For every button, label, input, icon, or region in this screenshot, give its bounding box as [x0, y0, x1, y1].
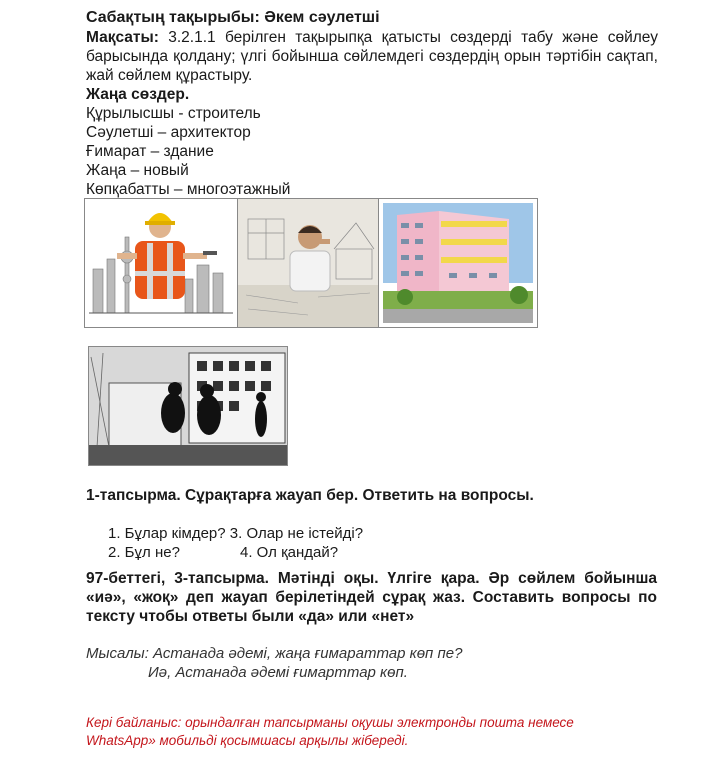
example-question: Мысалы: Астанада әдемі, жаңа ғимараттар көп пе? — [86, 645, 463, 662]
task1-title: 1-тапсырма. Сұрақтарға жауап бер. Ответить на вопросы. — [86, 487, 534, 504]
vocab-item: Құрылысшы - строитель — [86, 105, 261, 122]
feedback-line: WhatsApp» мобильді қосымшасы арқылы жібереді. — [86, 733, 409, 748]
construction-scene-image — [88, 346, 288, 466]
task2-text: 97-беттегі, 3-тапсырма. Мәтінді оқы. Үлгіге қара. Әр сөйлем бойынша «иә», «жоқ» деп жауап берілетіндей сұрақ жаз. Составить вопросы по тексту чтобы ответы были «да» или «нет» — [86, 570, 657, 625]
vocab-item: Көпқабатты – многоэтажный — [86, 181, 291, 198]
example-answer: Иә, Астанада әдемі ғимарттар көп. — [148, 664, 408, 681]
task1-question-row: 1. Бұлар кімдер? 3. Олар не істейді? — [108, 525, 364, 542]
vocab-item: Жаңа – новый — [86, 162, 189, 179]
vocab-item: Сәулетші – архитектор — [86, 124, 251, 141]
vocab-item: Ғимарат – здание — [86, 143, 214, 160]
architect-image — [237, 198, 379, 328]
building-image — [378, 198, 538, 328]
task1-question-row: 2. Бұл не? 4. Ол қандай? — [108, 544, 339, 561]
vocab-heading: Жаңа сөздер. — [86, 86, 190, 103]
lesson-goal: Мақсаты: 3.2.1.1 берілген тақырыпқа қатысты сөздерді табу және сөйлеу барысында қолдану; үлгі бойынша сөйлемдегі сөздердің орын тәртібін сақтап, жай сөйлем құрастыру. — [86, 29, 658, 84]
document — [86, 8, 658, 199]
builder-image — [84, 198, 238, 328]
lesson-topic: Сабақтың тақырыбы: Әкем сәулетші — [86, 9, 380, 26]
feedback-line: Кері байланыс: орындалған тапсырманы оқушы электронды пошта немесе — [86, 715, 574, 730]
